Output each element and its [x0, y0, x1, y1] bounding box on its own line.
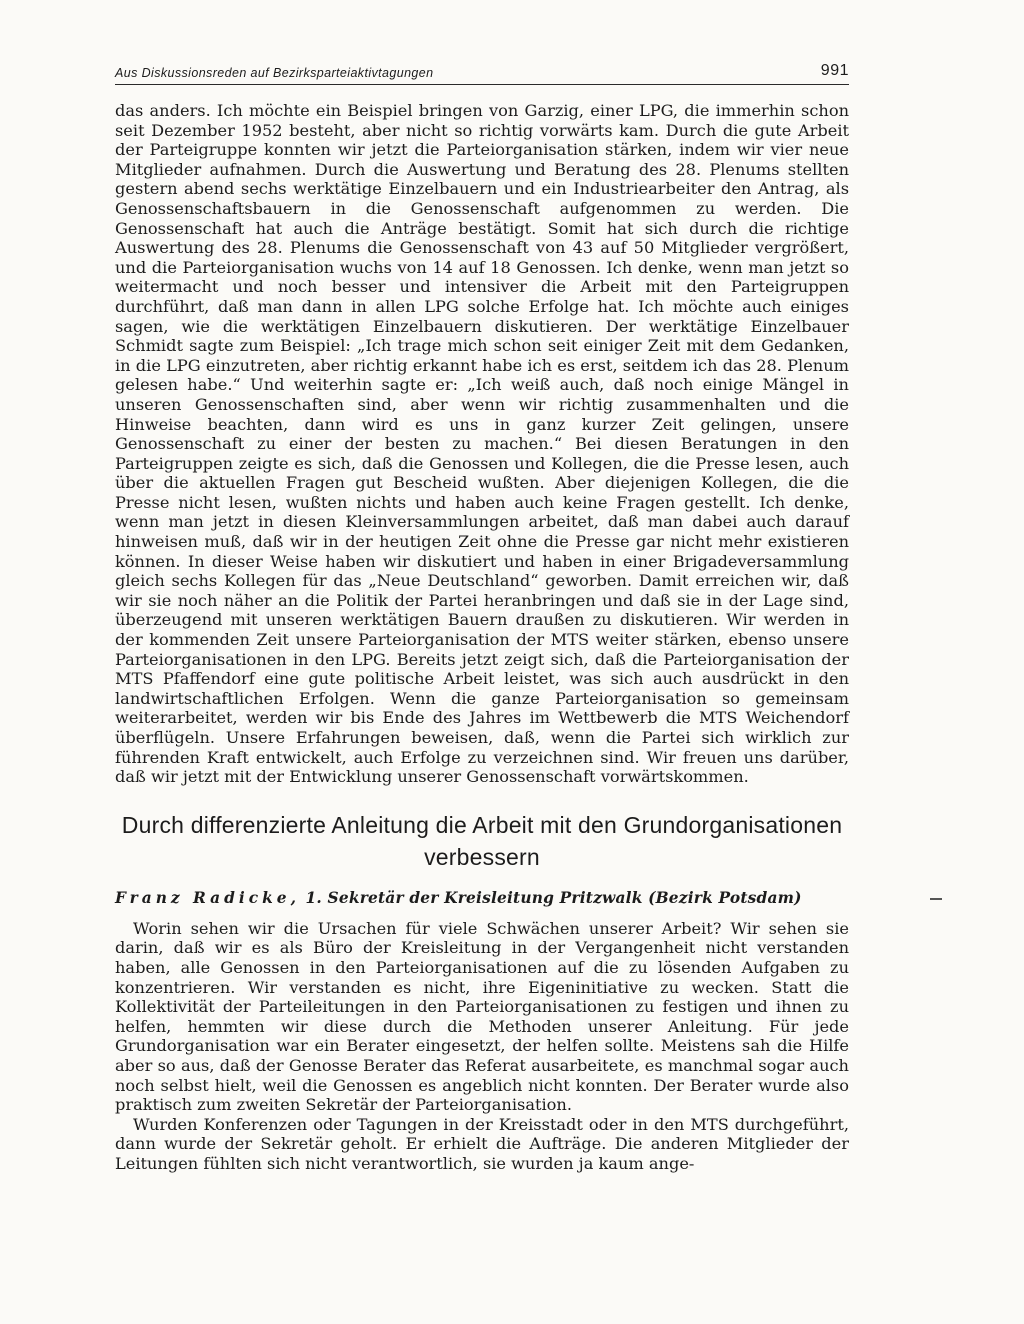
article1-paragraph-1: das anders. Ich möchte ein Beispiel bringen von Garzig, einer LPG, die immerhin schon seit Dezember 1952 besteht, aber nicht so richtig vorwärts kam. Durch die gute Arbeit der Parteigruppe konnten wir jetzt die Parteiorganisation stärken, indem wir vier neue Mitglieder aufnahmen. Durch die Auswertung und Beratung des 28. Plenums stellten gestern abend sechs werktätige Einzelbauern und ein Industriearbeiter den Antrag, als Genossenschaftsbauern in die Genossenschaft aufgenommen zu werden. Die Genossenschaft hat auch die Anträge bestätigt. Somit hat sich durch die richtige Auswertung des 28. Plenums die Genossenschaft von 43 auf 50 Mitglieder vergrößert, und die Parteiorganisation wuchs von 14 auf 18 Genossen. Ich denke, wenn man jetzt so weitermacht und noch besser und intensiver die Arbeit mit den Parteigruppen durchführt, daß man dann in allen LPG solche Erfolge hat. Ich möchte auch einiges sagen, wie die werktätigen Einzelbauern diskutieren. Der werktätige Einzelbauer Schmidt sagte zum Beispiel: „Ich trage mich schon seit einiger Zeit mit dem Gedanken, in die LPG einzutreten, aber richtig erkannt habe ich es erst, seitdem ich das 28. Plenum gelesen habe.“ Und weiterhin sagte er: „Ich weiß auch, daß noch einige Mängel in unseren Genossenschaften sind, aber wenn wir richtig zusammenhalten und die Hinweise beachten, dann wird es uns in ganz kurzer Zeit gelingen, unsere Genossenschaft zu einer der besten zu machen.“ Bei diesen Beratungen in den Parteigruppen zeigte es sich, daß die Genossen und Kollegen, die die Presse lesen, auch über die aktuellen Fragen gut Bescheid wußten. Aber diejenigen Kollegen, die die Presse nicht lesen, wußten nichts und haben auch keine Fragen gestellt. Ich denke, wenn man jetzt in diesen Kleinversammlungen arbeitet, daß man dabei auch darauf hinweisen muß, daß wir in der heutigen Zeit ohne die Presse gar nicht mehr existieren können. In dieser Weise haben wir diskutiert und haben in einer Brigadeversammlung gleich sechs Kollegen für das „Neue Deutschland“ geworben. Damit erreichen wir, daß wir sie noch näher an die Politik der Partei heranbringen und daß sie in der Lage sind, überzeugend mit unseren werktätigen Bauern draußen zu diskutieren. Wir werden in der kommenden Zeit unsere Parteiorganisation der MTS weiter stärken, ebenso unsere Parteiorganisationen in den LPG. Bereits jetzt zeigt sich, daß die Parteiorganisation der MTS Pfaffendorf eine gute politische Arbeit leistet, was sich auch ausdrückt in den landwirtschaftlichen Erfolgen. Wenn die ganze Parteiorganisation so gemeinsam weiterarbeitet, werden wir bis Ende des Jahres im Wettbewerb die MTS Weichendorf überflügeln. Unsere Erfahrungen beweisen, daß, wenn die Partei sich wirklich zur führenden Kraft entwickelt, auch Erfolge zu verzeichnen sind. Wir freuen uns darüber, daß wir jetzt mit der Entwicklung unserer Genossenschaft vorwärtskommen. [115, 101, 849, 787]
article2-paragraph-2: Wurden Konferenzen oder Tagungen in der Kreisstadt oder in den MTS durchgeführt, dann wurde der Sekretär geholt. Er erhielt die Aufträge. Die anderen Mitglieder der Leitungen fühlten sich nicht verantwortlich, sie wurden ja kaum ange- [115, 1114, 849, 1173]
article1-body [115, 101, 849, 787]
article2-paragraph-1: Worin sehen wir die Ursachen für viele Schwächen unserer Arbeit? Wir sehen sie darin, daß wir es als Büro der Kreisleitung in der Vergangenheit nicht verstanden haben, alle Genossen in den Parteiorganisationen auf die zu lösenden Aufgaben zu konzentrieren. Wir verstanden es nicht, ihre Eigeninitiative zu wecken. Statt die Kollektivität der Parteileitungen in den Parteiorganisationen zu festigen und ihnen zu helfen, hemmten wir diese durch die Methoden unserer Anleitung. Für jede Grundorganisation war ein Berater eingesetzt, der helfen sollte. Meistens sah die Hilfe aber so aus, daß der Genosse Berater das Referat ausarbeitete, es manchmal sogar auch noch selbst hielt, weil die Genossen es angeblich nicht konnten. Der Berater wurde also praktisch zum zweiten Sekretär der Parteiorganisation. [115, 918, 849, 1115]
margin-dash-mark [930, 898, 942, 900]
article2-body [115, 919, 849, 1174]
byline-role: 1. Sekretär der Kreisleitung Pritzwalk (Bezirk Potsdam) [299, 888, 802, 907]
document-page [115, 62, 849, 1174]
running-header [115, 62, 849, 85]
byline-author: Franz Radicke, [115, 888, 300, 907]
byline [115, 889, 849, 907]
page-number: 991 [820, 62, 849, 79]
section-heading-line-1: Durch differenzierte Anleitung die Arbeit mit den Grundorganisationen [121, 811, 843, 838]
section-heading-line-2: verbessern [424, 843, 540, 870]
section-heading [115, 809, 849, 873]
header-title: Aus Diskussionsreden auf Bezirksparteiaktivtagungen [115, 66, 434, 80]
